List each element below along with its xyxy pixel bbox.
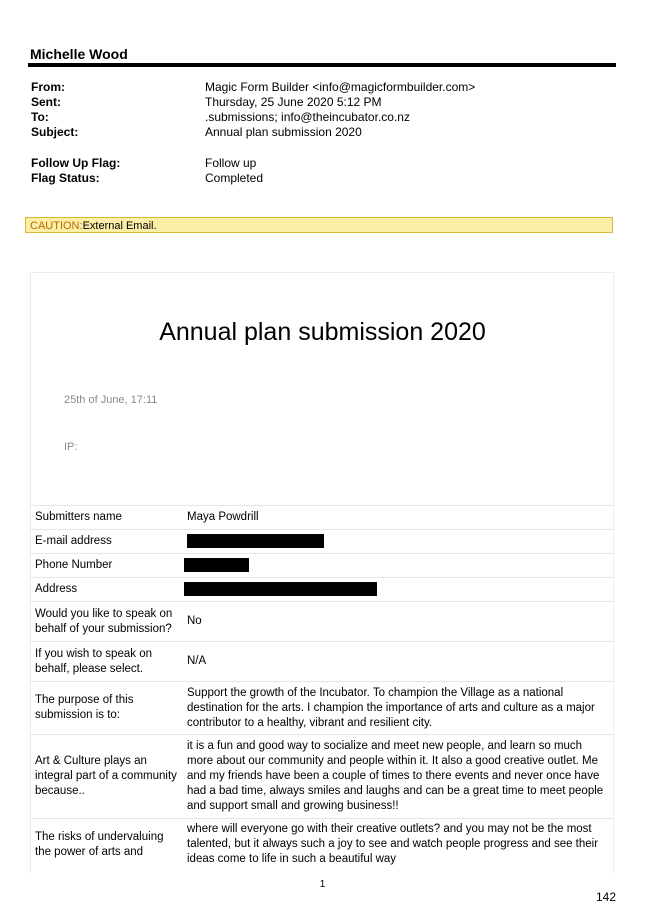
caution-tag: CAUTION: bbox=[30, 220, 83, 232]
field-value: Support the growth of the Incubator. To champion the Village as a national destination for the arts. I champion the importance of arts and culture as a major contributor to a healthy, vibrant and resilient city. bbox=[182, 682, 614, 735]
caution-text: External Email. bbox=[82, 220, 157, 232]
submission-date: 25th of June, 17:11 bbox=[64, 394, 158, 406]
field-label: The purpose of this submission is to: bbox=[30, 682, 182, 735]
field-label: Phone Number bbox=[30, 554, 182, 578]
field-value bbox=[182, 530, 614, 554]
field-value: it is a fun and good way to socialize and meet new people, and learn so much more about our community and people within it. It also a good creative outlet. Me and my friends have been a couple of times to there events and never once have had a bad time, always smiles and laughs and can be a great time to meet people and support small and growing business!! bbox=[182, 735, 614, 819]
field-label: Submitters name bbox=[30, 506, 182, 530]
field-value bbox=[182, 554, 614, 578]
form-fields-table bbox=[30, 505, 614, 871]
header-label: To: bbox=[31, 110, 49, 124]
table-row bbox=[30, 682, 614, 735]
table-row bbox=[30, 506, 614, 530]
field-value: Maya Powdrill bbox=[182, 506, 614, 530]
header-label: Sent: bbox=[31, 95, 61, 109]
table-row bbox=[30, 819, 614, 871]
header-value: .submissions; info@theincubator.co.nz bbox=[205, 110, 410, 124]
ip-label: IP: bbox=[64, 441, 78, 453]
header-label: Subject: bbox=[31, 125, 79, 139]
table-row bbox=[30, 642, 614, 682]
redaction-box bbox=[184, 558, 249, 572]
document-number: 142 bbox=[595, 890, 616, 904]
header-value: Completed bbox=[205, 171, 264, 185]
header-value: Annual plan submission 2020 bbox=[205, 125, 362, 139]
field-label: The risks of undervaluing the power of arts and bbox=[30, 819, 182, 871]
external-email-banner bbox=[25, 217, 613, 233]
field-value: where will everyone go with their creative outlets? and you may not be the most talented, but it always such a joy to see and watch people progress and see their ideas come to life in such a beautiful way bbox=[182, 819, 614, 871]
page-number: 1 bbox=[319, 879, 326, 890]
field-label: Would you like to speak on behalf of your submission? bbox=[30, 602, 182, 642]
header-value: Thursday, 25 June 2020 5:12 PM bbox=[205, 95, 382, 109]
table-row bbox=[30, 735, 614, 819]
field-label: E-mail address bbox=[30, 530, 182, 554]
header-value: Follow up bbox=[205, 156, 257, 170]
table-row bbox=[30, 602, 614, 642]
header-rule bbox=[28, 63, 616, 67]
field-value: N/A bbox=[182, 642, 614, 682]
field-label: Address bbox=[30, 578, 182, 602]
field-label: If you wish to speak on behalf, please select. bbox=[30, 642, 182, 682]
redaction-box bbox=[187, 534, 324, 548]
header-label: Flag Status: bbox=[31, 171, 100, 185]
field-value bbox=[182, 578, 614, 602]
table-row bbox=[30, 530, 614, 554]
field-label: Art & Culture plays an integral part of a community because.. bbox=[30, 735, 182, 819]
field-value: No bbox=[182, 602, 614, 642]
table-row bbox=[30, 554, 614, 578]
sender-name: Michelle Wood bbox=[30, 46, 128, 62]
redaction-box bbox=[184, 582, 377, 596]
header-value: Magic Form Builder <info@magicformbuilder.com> bbox=[205, 80, 476, 94]
form-title: Annual plan submission 2020 bbox=[159, 318, 486, 346]
header-label: Follow Up Flag: bbox=[31, 156, 121, 170]
table-row bbox=[30, 578, 614, 602]
header-label: From: bbox=[31, 80, 65, 94]
